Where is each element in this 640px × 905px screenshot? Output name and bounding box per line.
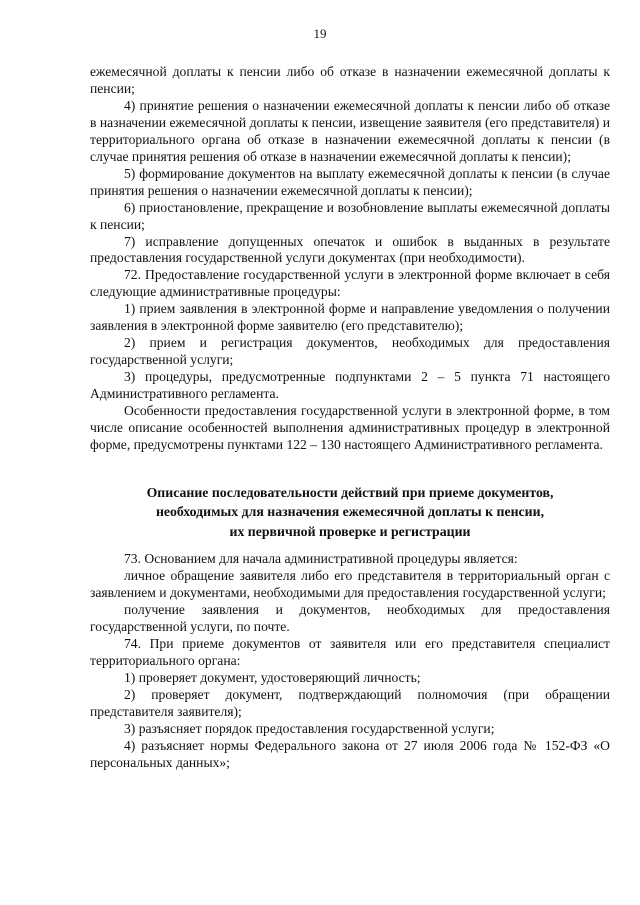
paragraph: 5) формирование документов на выплату ежемесячной доплаты к пенсии (в случае принятия решения о назначении ежемесячной доплаты к пенсии); bbox=[90, 165, 610, 198]
paragraph-block-reception bbox=[90, 551, 610, 771]
paragraph: 3) процедуры, предусмотренные подпунктами 2 – 5 пункта 71 настоящего Административного регламента. bbox=[90, 369, 610, 402]
paragraph: 73. Основанием для начала административной процедуры является: bbox=[124, 551, 518, 567]
paragraph: 2) проверяет документ, подтверждающий полномочия (при обращении представителя заявителя); bbox=[90, 686, 610, 719]
page-number: 19 bbox=[313, 26, 327, 41]
paragraph: 2) прием и регистрация документов, необходимых для предоставления государственной услуги; bbox=[90, 335, 610, 368]
paragraph: 4) принятие решения о назначении ежемесячной доплаты к пенсии либо об отказе в назначении ежемесячной доплаты к пенсии, извещение заявителя (его представителя) и территориального органа об отказе в назначении ежемесячной доплаты к пенсии (в случае принятия решения об отказе в назначении ежемесячной доплаты к пенсии); bbox=[90, 97, 610, 164]
heading-line: необходимых для назначения ежемесячной доплаты к пенсии, bbox=[155, 504, 545, 520]
paragraph: 3) разъясняет порядок предоставления государственной услуги; bbox=[124, 720, 495, 736]
paragraph: личное обращение заявителя либо его представителя в территориальный орган с заявлением и документами, необходимыми для предоставления государственной услуги; bbox=[90, 568, 610, 601]
paragraph: 7) исправление допущенных опечаток и ошибок в выданных в результате предоставления государственной услуги документах (при необходимости). bbox=[90, 233, 610, 266]
paragraph: 6) приостановление, прекращение и возобновление выплаты ежемесячной доплаты к пенсии; bbox=[90, 199, 610, 232]
paragraph: 1) прием заявления в электронной форме и направление уведомления о получении заявления в электронной форме заявителю (его представителю); bbox=[90, 301, 610, 334]
paragraph: 74. При приеме документов от заявителя или его представителя специалист территориального органа: bbox=[90, 635, 610, 668]
document-body bbox=[90, 64, 610, 772]
heading-line: их первичной проверке и регистрации bbox=[229, 523, 471, 539]
paragraph: 4) разъясняет нормы Федерального закона от 27 июля 2006 года № 152-ФЗ «О персональных данных»; bbox=[90, 737, 610, 770]
paragraph: получение заявления и документов, необходимых для предоставления государственной услуги, по почте. bbox=[90, 602, 610, 634]
heading-line: Описание последовательности действий при приеме документов, bbox=[146, 484, 554, 500]
paragraph-block-procedures bbox=[90, 64, 610, 454]
section-gap bbox=[90, 454, 610, 483]
paragraph: 72. Предоставление государственной услуги в электронной форме включает в себя следующие административные процедуры: bbox=[90, 267, 610, 300]
paragraph: 1) проверяет документ, удостоверяющий личность; bbox=[124, 669, 421, 685]
section-heading bbox=[90, 483, 610, 541]
paragraph: Особенности предоставления государственной услуги в электронной форме, в том числе описание особенностей выполнения административных процедур в электронной форме, предусмотрены пунктами 122 – 130 настоящего Административного регламента. bbox=[90, 403, 610, 452]
paragraph: ежемесячной доплаты к пенсии либо об отказе в назначении ежемесячной доплаты к пенсии; bbox=[90, 64, 610, 96]
